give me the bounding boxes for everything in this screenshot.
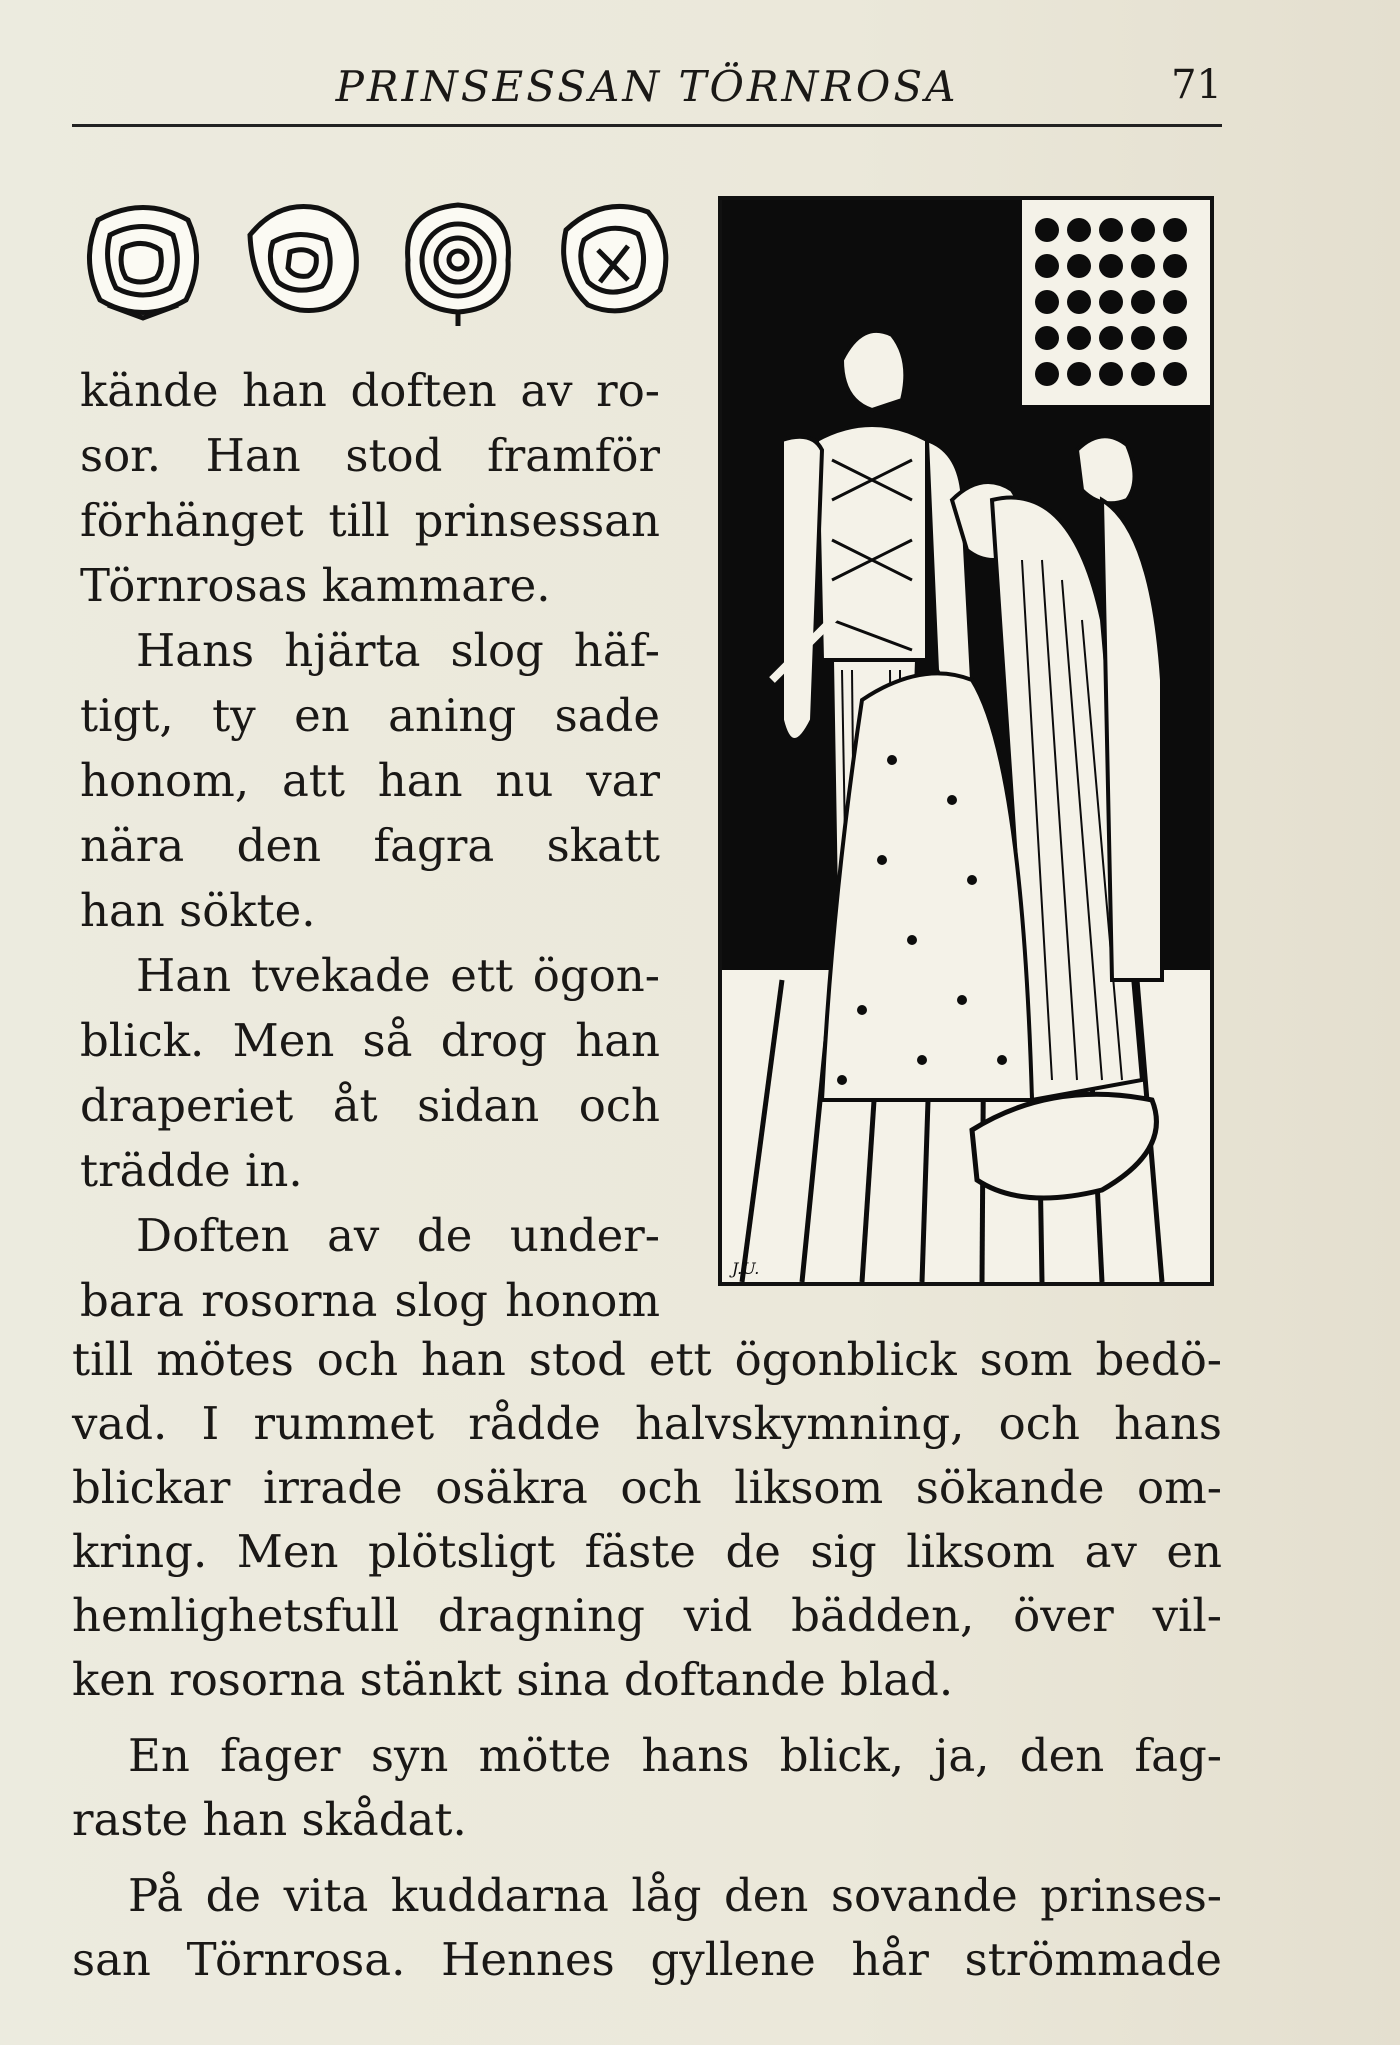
rose-ornament-icon bbox=[393, 190, 523, 330]
artist-signature: J.U. bbox=[732, 1259, 760, 1278]
text-line: tigt, ty en aning sade bbox=[80, 689, 660, 742]
rose-ornament-icon bbox=[548, 190, 678, 330]
text-line: förhänget till prinsessan bbox=[80, 494, 660, 547]
rose-ornament-icon bbox=[238, 190, 368, 330]
text-line: kring. Men plötsligt fäste de sig liksom av en bbox=[72, 1525, 1222, 1578]
text-line: till mötes och han stod ett ögonblick som bedö- bbox=[72, 1333, 1222, 1386]
text-line: Hans hjärta slog häf- bbox=[136, 624, 660, 677]
header-rule bbox=[72, 124, 1222, 127]
illustration-drawing bbox=[722, 200, 1210, 1282]
text-line: san Törnrosa. Hennes gyllene hår strömmade bbox=[72, 1933, 1222, 1986]
text-line: sor. Han stod framför bbox=[80, 429, 660, 482]
rose-ornament-icon bbox=[78, 190, 208, 330]
text-line: trädde in. bbox=[80, 1144, 303, 1197]
illustration-prince-and-sleeping-princess bbox=[718, 196, 1214, 1286]
text-line: Törnrosas kammare. bbox=[80, 559, 551, 612]
running-title: PRINSESSAN TÖRNROSA bbox=[335, 62, 959, 111]
text-line: Doften av de under- bbox=[136, 1209, 660, 1262]
page-number: 71 bbox=[1171, 62, 1222, 108]
text-line: ken rosorna stänkt sina doftande blad. bbox=[72, 1653, 954, 1706]
text-line: hemlighetsfull dragning vid bädden, över vil- bbox=[72, 1589, 1222, 1642]
text-column-narrow bbox=[80, 358, 660, 1333]
text-line: bara rosorna slog honom bbox=[80, 1274, 660, 1327]
text-line: draperiet åt sidan och bbox=[80, 1079, 660, 1132]
text-line: nära den fagra skatt bbox=[80, 819, 660, 872]
text-line: På de vita kuddarna låg den sovande prinses- bbox=[128, 1869, 1222, 1922]
rose-ornament-row bbox=[78, 190, 708, 330]
text-line: Han tvekade ett ögon- bbox=[136, 949, 660, 1002]
text-line: kände han doften av ro- bbox=[80, 364, 660, 417]
text-line: honom, att han nu var bbox=[80, 754, 660, 807]
text-line: han sökte. bbox=[80, 884, 316, 937]
text-line: blick. Men så drog han bbox=[80, 1014, 660, 1067]
text-line: En fager syn mötte hans blick, ja, den fag- bbox=[128, 1729, 1222, 1782]
running-header bbox=[72, 62, 1222, 114]
text-line: raste han skådat. bbox=[72, 1793, 467, 1846]
text-line: blickar irrade osäkra och liksom sökande om- bbox=[72, 1461, 1222, 1514]
window-icon bbox=[1022, 200, 1210, 425]
text-column-full bbox=[72, 1328, 1222, 1992]
text-line: vad. I rummet rådde halvskymning, och hans bbox=[72, 1397, 1222, 1450]
